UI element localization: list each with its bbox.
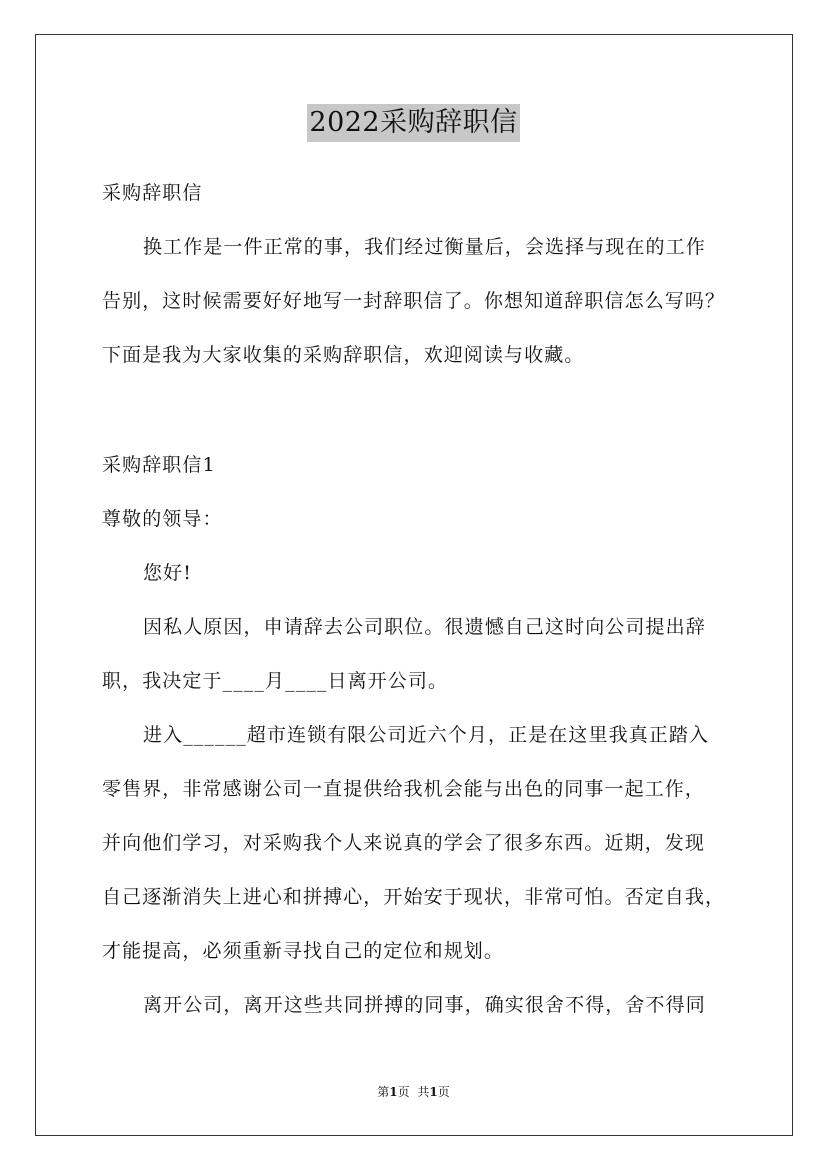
document-title: 2022采购辞职信: [307, 104, 519, 142]
body-line-4: 零售界，非常感谢公司一直提供给我机会能与出色的同事一起工作，: [102, 778, 706, 800]
body-line-5: 并向他们学习，对采购我个人来说真的学会了很多东西。近期，发现: [102, 832, 706, 854]
body-line-3: 进入______超市连锁有限公司近六个月，正是在这里我真正踏入: [143, 724, 710, 746]
section-heading: 采购辞职信1: [102, 454, 216, 476]
footer-total-pages: 1: [429, 1085, 438, 1099]
footer-total-prefix: 共: [417, 1085, 430, 1099]
intro-line-1: 换工作是一件正常的事，我们经过衡量后，会选择与现在的工作: [143, 236, 706, 258]
footer-page-suffix: 页: [397, 1085, 410, 1099]
body-line-6: 自己逐渐消失上进心和拼搏心，开始安于现状，非常可怕。否定自我，: [102, 886, 726, 908]
greeting: 您好!: [143, 562, 192, 584]
intro-line-3: 下面是我为大家收集的采购辞职信，欢迎阅读与收藏。: [102, 344, 585, 366]
intro-line-2: 告别，这时候需要好好地写一封辞职信了。你想知道辞职信怎么写吗？: [102, 290, 726, 312]
body-line-2: 职，我决定于____月____日离开公司。: [102, 670, 449, 692]
footer-prefix: 第: [377, 1085, 390, 1099]
footer-page-number: 1: [389, 1085, 398, 1099]
subtitle: 采购辞职信: [102, 182, 203, 204]
body-line-1: 因私人原因，申请辞去公司职位。很遗憾自己这时向公司提出辞: [143, 616, 706, 638]
title-container: [0, 104, 827, 142]
page-footer: [0, 1083, 827, 1101]
body-line-7: 才能提高，必须重新寻找自己的定位和规划。: [102, 940, 505, 962]
footer-total-suffix: 页: [437, 1085, 450, 1099]
body-line-8: 离开公司，离开这些共同拼搏的同事，确实很舍不得，舍不得同: [143, 994, 706, 1016]
salutation: 尊敬的领导：: [102, 508, 223, 530]
